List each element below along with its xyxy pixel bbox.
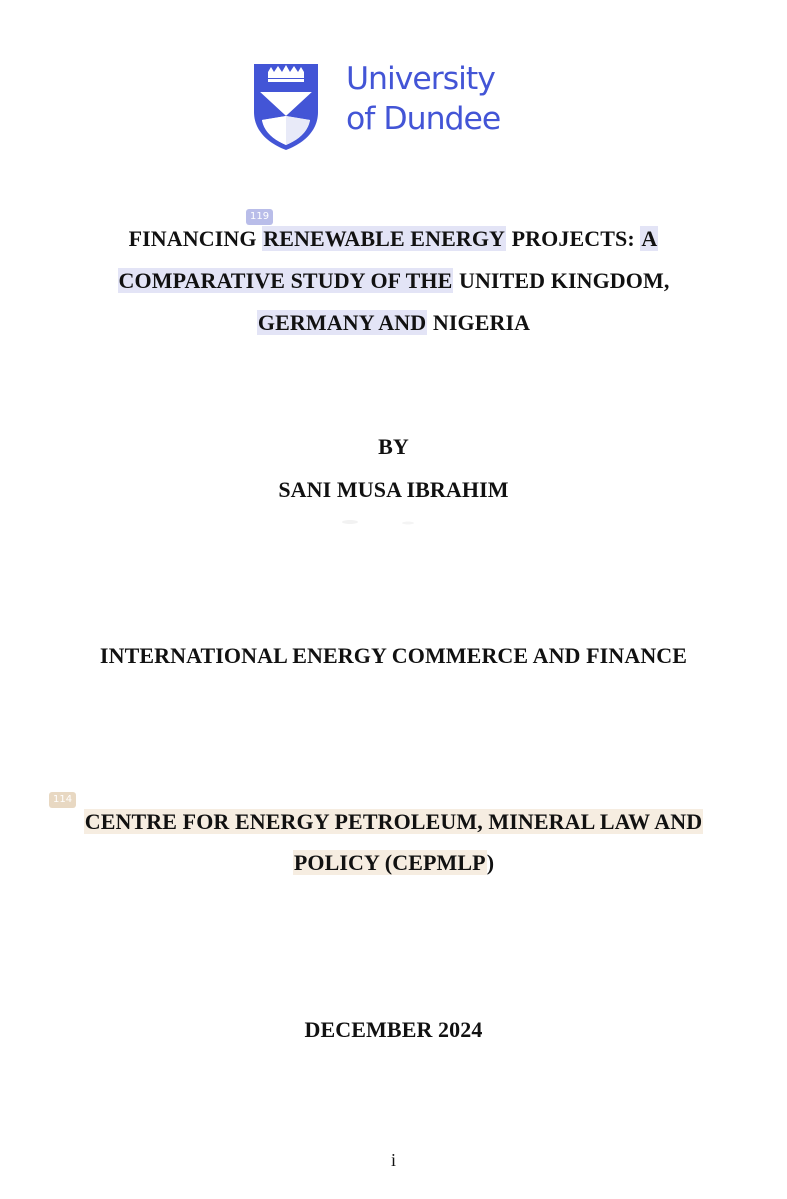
title-highlight[interactable]: COMPARATIVE STUDY OF THE (118, 268, 453, 293)
annotation-badge-centre[interactable]: 114 (49, 792, 76, 808)
title-highlight[interactable]: RENEWABLE ENERGY (263, 226, 506, 251)
title-text: UNITED KINGDOM, (453, 268, 670, 293)
centre-line-1 (0, 807, 787, 837)
title-text: FINANCING (128, 226, 263, 251)
submission-date: DECEMBER 2024 (304, 1017, 483, 1042)
scan-smudge (338, 519, 418, 525)
university-shield-icon (252, 62, 320, 152)
author-by: BY (378, 434, 409, 459)
title-line-3 (0, 308, 787, 338)
centre-highlight[interactable]: POLICY (CEPMLP (293, 850, 486, 875)
centre-text: ) (486, 850, 495, 875)
title-text: PROJECTS: (506, 226, 641, 251)
university-wordmark (346, 59, 500, 139)
title-text: NIGERIA (427, 310, 531, 335)
annotation-badge-title[interactable]: 119 (246, 209, 273, 225)
programme-name: INTERNATIONAL ENERGY COMMERCE AND FINANCE (99, 643, 688, 668)
title-line-1 (0, 224, 787, 254)
centre-highlight[interactable]: CENTRE FOR ENERGY PETROLEUM, MINERAL LAW AND (84, 809, 703, 834)
centre-line-2 (0, 848, 787, 878)
author-name: SANI MUSA IBRAHIM (278, 477, 509, 502)
wordmark-line-2: of Dundee (346, 101, 501, 137)
university-logo (252, 62, 542, 154)
title-line-2 (0, 266, 787, 296)
title-highlight[interactable]: A (641, 226, 658, 251)
wordmark-line-1: University (346, 61, 495, 97)
page-number: i (390, 1150, 396, 1170)
title-highlight[interactable]: GERMANY AND (257, 310, 427, 335)
